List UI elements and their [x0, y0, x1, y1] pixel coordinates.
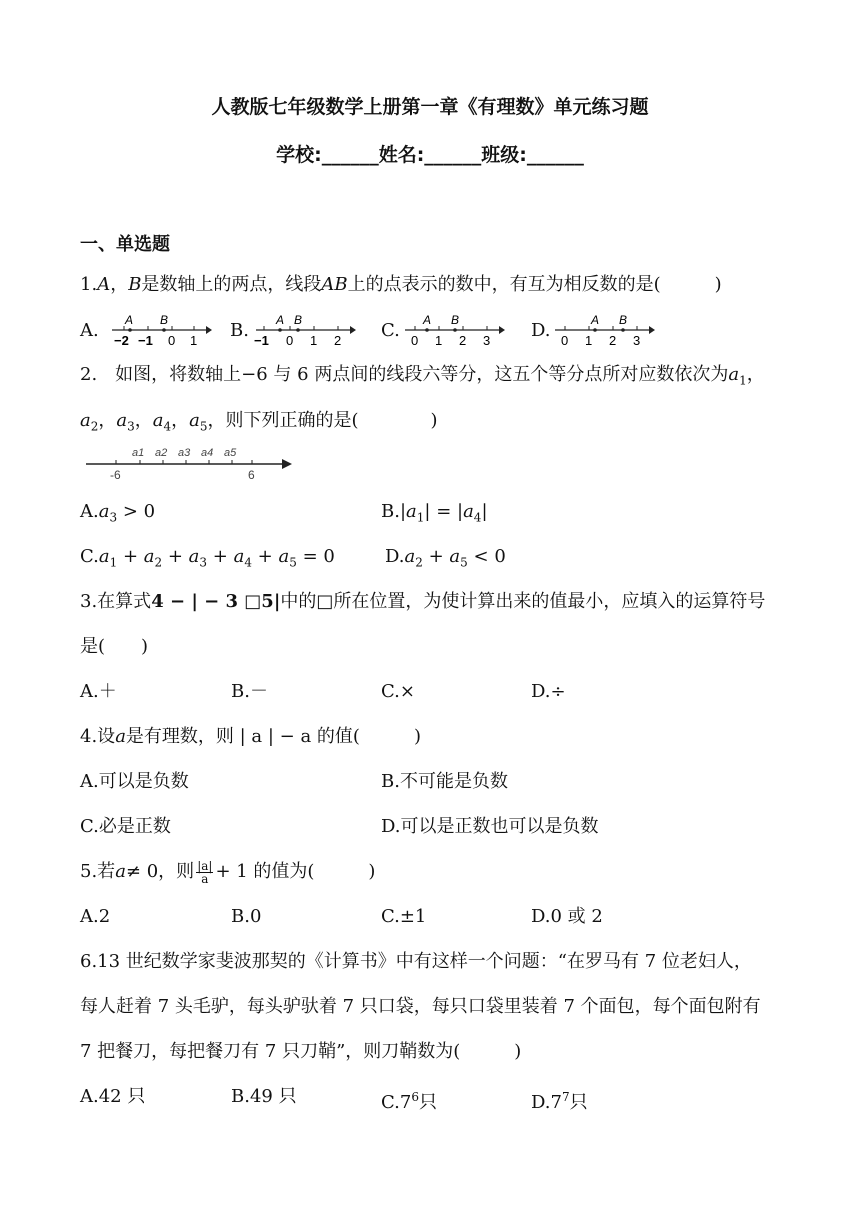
q2-option-b: $B.|a_1| = |a_4|$: [381, 501, 488, 525]
tick-label: 1: [310, 333, 318, 348]
question-3-line-2: 是( ): [80, 636, 149, 657]
point-label-b: B: [160, 313, 169, 327]
tick-label: 0: [168, 333, 176, 348]
tick-label: 2: [459, 333, 467, 348]
tick-label: 1: [435, 333, 443, 348]
q2-option-c: $C.a_1 + a_2 + a_3 + a_4 + a_5 = 0$: [80, 546, 335, 570]
q2-number-line-figure: [84, 442, 294, 482]
q4-option-c: C.必是正数: [80, 816, 171, 837]
q6-option-b: B.49 只: [231, 1086, 297, 1107]
tick-label: −1: [138, 333, 153, 348]
q1-option-a-label: A.: [80, 320, 99, 341]
point-label-a2: a2: [155, 447, 168, 459]
student-info-line: 学校:______姓名:______班级:______: [276, 144, 584, 166]
question-1-stem: 1.A，B是数轴上的两点，线段AB上的点表示的数中，有互为相反数的是( ): [80, 274, 722, 295]
q6-option-d: $D.7^7$只: [531, 1090, 588, 1113]
q5-option-b: B.0: [231, 906, 262, 927]
q1-option-b-label: B.: [230, 320, 249, 341]
point-label-a5: a5: [224, 447, 237, 459]
q5-option-c: C.±1: [381, 906, 427, 927]
tick-label: 1: [585, 333, 593, 348]
q1-option-c-label: C.: [381, 320, 400, 341]
point-label-b: B: [451, 313, 460, 327]
question-3-line-1: 3.在算式4 − | − 3 □5|中的□所在位置，为使计算出来的值最小，应填入的运算符号: [80, 591, 766, 612]
q3-option-b: B.－: [231, 681, 268, 702]
q1-option-d-number-line: [551, 310, 655, 348]
point-label-a: A: [276, 313, 285, 327]
question-5-stem: 5.若a≠ 0，则 $\frac{|a|}{a}$ + 1 的值为( ): [80, 858, 376, 886]
q2-option-a: $A.a_3 > 0$: [80, 501, 156, 525]
tick-label: 3: [483, 333, 491, 348]
question-2-line-1: 2. 如图，将数轴上−6 与 6 两点间的线段六等分，这五个等分点所对应数依次为$a_1$，: [80, 364, 765, 388]
tick-label: 0: [411, 333, 419, 348]
tick-label: 0: [286, 333, 294, 348]
q5-option-a: A.2: [80, 906, 111, 927]
q3-option-c: C.×: [381, 681, 415, 702]
question-6-line-1: 6.13 世纪数学家斐波那契的《计算书》中有这样一个问题：“在罗马有 7 位老妇人，: [80, 951, 752, 972]
q3-option-a: A.＋: [80, 681, 117, 702]
q3-expression: 4 − | − 3 □5|: [151, 591, 281, 612]
q6-option-a: A.42 只: [80, 1086, 146, 1107]
point-label-b: B: [294, 313, 303, 327]
point-label-a4: a4: [201, 447, 214, 459]
tick-label: 0: [561, 333, 569, 348]
q1-option-d-label: D.: [531, 320, 551, 341]
q4-option-a: A.可以是负数: [80, 771, 189, 792]
question-4-stem: 4.设a是有理数，则 | a | − a 的值( ): [80, 726, 421, 747]
q4-option-d: D.可以是正数也可以是负数: [381, 816, 599, 837]
point-label-a: A: [125, 313, 134, 327]
point-label-a1: a1: [132, 447, 145, 459]
tick-label: 2: [334, 333, 342, 348]
q4-option-b: B.不可能是负数: [381, 771, 508, 792]
point-label-a: A: [591, 313, 600, 327]
tick-label: 1: [190, 333, 198, 348]
q1-option-b-number-line: [252, 310, 356, 348]
tick-label-right: 6: [248, 468, 255, 482]
q3-option-d: D.÷: [531, 681, 566, 702]
page-title: 人教版七年级数学上册第一章《有理数》单元练习题: [211, 96, 649, 118]
tick-label: −2: [114, 333, 129, 348]
point-label-b: B: [619, 313, 628, 327]
tick-label-left: -6: [110, 468, 121, 482]
q5-option-d: D.0 或 2: [531, 906, 603, 927]
point-label-a: A: [423, 313, 432, 327]
q1-option-a-number-line: [108, 310, 212, 348]
tick-label: 3: [633, 333, 641, 348]
question-2-line-2: $a_2$，$a_3$，$a_4$，$a_5$，则下列正确的是( ): [80, 410, 438, 434]
q6-option-c: $C.7^6$只: [381, 1090, 437, 1113]
point-label-a3: a3: [178, 447, 191, 459]
question-6-line-3: 7 把餐刀，每把餐刀有 7 只刀鞘”，则刀鞘数为( ): [80, 1041, 522, 1062]
tick-label: −1: [254, 333, 269, 348]
q5-fraction: $\frac{|a|}{a}$: [197, 858, 213, 886]
section-heading: 一、单选题: [80, 234, 170, 255]
q2-option-d: $D.a_2 + a_5 < 0$: [385, 546, 506, 570]
tick-label: 2: [609, 333, 617, 348]
q1-option-c-number-line: [401, 310, 505, 348]
question-6-line-2: 每人赶着 7 头毛驴，每头驴驮着 7 只口袋，每只口袋里装着 7 个面包，每个面包附有: [80, 996, 761, 1017]
